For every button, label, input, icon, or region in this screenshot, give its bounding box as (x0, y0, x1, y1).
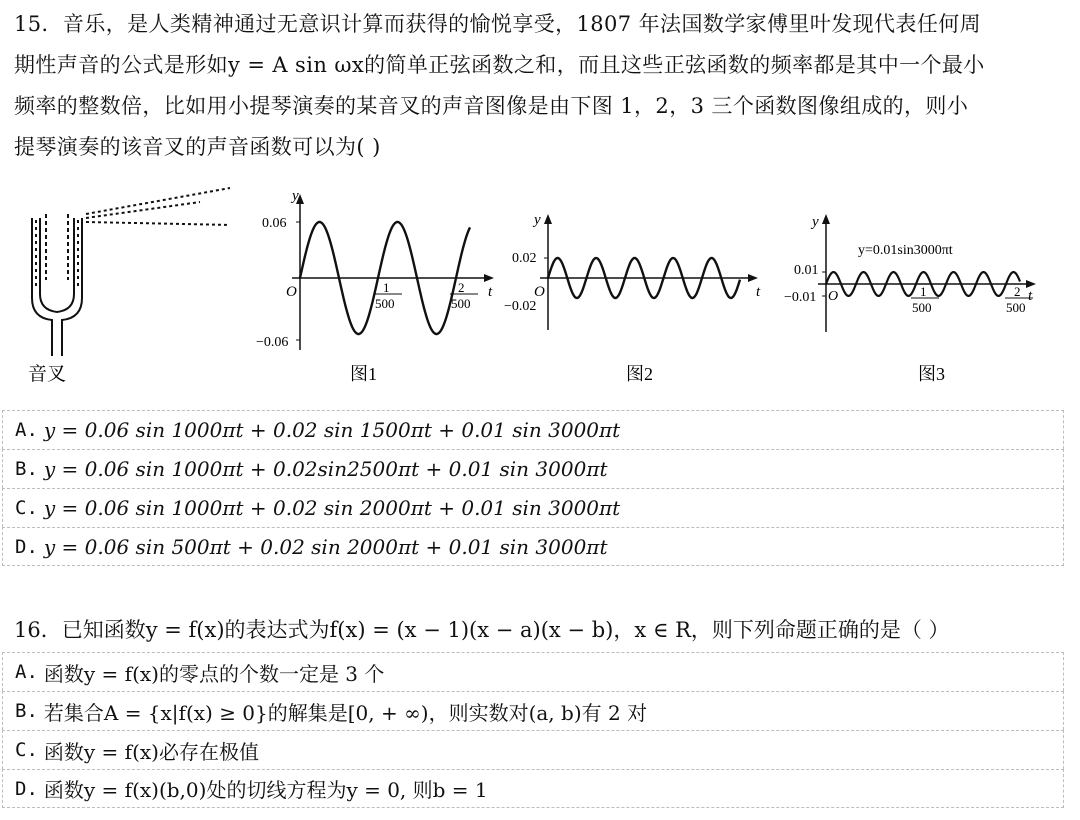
option-letter: C. (15, 497, 38, 519)
fig3-t-label: t (1028, 288, 1033, 304)
fig3-y-bottom: −0.01 (784, 290, 817, 305)
fig2-caption: 图2 (626, 364, 653, 384)
option-text: y = 0.06 sin 1000πt + 0.02sin2500πt + 0.01 sin 3000πt (43, 457, 608, 481)
option-text: 函数y = f(x)必存在极值 (43, 739, 259, 764)
fig1-tick2-den: 500 (451, 296, 471, 311)
fig3-origin: O (828, 289, 839, 304)
question-15-options (2, 410, 1064, 566)
q16-option-c[interactable] (2, 730, 1064, 769)
q15-line-4: 提琴演奏的该音叉的声音函数可以为( ) (14, 135, 381, 159)
fig1-caption: 图1 (350, 364, 377, 384)
figure-1-graph (256, 188, 494, 384)
figure-2-graph (504, 212, 761, 384)
fig1-tick2-num: 2 (458, 280, 465, 295)
question-16-stem: 16．已知函数y = f(x)的表达式为f(x) = (x − 1)(x − a)(x − b)，x ∈ R，则下列命题正确的是（ ） (14, 618, 950, 642)
fig3-formula: y=0.01sin3000πt (858, 243, 953, 258)
option-text: 函数y = f(x)(b,0)处的切线方程为y = 0, 则b = 1 (43, 778, 488, 802)
q16-option-b[interactable] (2, 691, 1064, 730)
fig2-origin: O (534, 284, 545, 300)
fig1-tick1-den: 500 (375, 296, 395, 311)
fig2-y-top: 0.02 (512, 251, 537, 266)
q15-line-2: 期性声音的公式是形如y = A sin ωx的简单正弦函数之和，而且这些正弦函数的频率都是其中一个最小 (14, 53, 985, 77)
q15-line-3: 频率的整数倍，比如用小提琴演奏的某音叉的声音图像是由下图 1，2，3 三个函数图像组成的，则小 (14, 94, 969, 118)
option-letter: B. (15, 458, 38, 480)
fig1-y-bottom: −0.06 (256, 335, 289, 350)
fig2-y-bottom: −0.02 (504, 299, 537, 314)
question-15-stem (14, 4, 1064, 168)
fig3-tick2-den: 500 (1006, 300, 1026, 315)
fig1-t-label: t (488, 284, 493, 300)
fig1-tick1-num: 1 (383, 280, 390, 295)
fig1-y-top: 0.06 (262, 216, 287, 231)
fig3-caption: 图3 (918, 364, 945, 384)
option-letter: B. (15, 700, 38, 722)
option-text: 若集合A = {x|f(x) ≥ 0}的解集是[0, + ∞)，则实数对(a, b)有 2 对 (43, 700, 648, 725)
option-text: 函数y = f(x)的零点的个数一定是 3 个 (43, 661, 385, 686)
question-16-options (2, 652, 1064, 808)
fig3-tick2-num: 2 (1014, 284, 1021, 299)
q15-option-b[interactable] (2, 449, 1064, 488)
fig1-origin: O (286, 284, 297, 300)
fig1-y-label: y (292, 188, 299, 204)
q16-option-a[interactable] (2, 652, 1064, 691)
q15-option-d[interactable] (2, 527, 1064, 566)
option-letter: A. (15, 661, 38, 683)
option-text: y = 0.06 sin 1000πt + 0.02 sin 2000πt + 0.01 sin 3000πt (43, 496, 621, 520)
fig3-tick1-den: 500 (912, 300, 932, 315)
option-letter: D. (15, 777, 38, 800)
fig2-y-label: y (534, 212, 541, 228)
option-letter: C. (15, 739, 38, 761)
fig3-y-top: 0.01 (794, 263, 819, 278)
figure-3-graph (784, 214, 1036, 384)
fig2-t-label: t (756, 284, 761, 300)
q16-option-d[interactable] (2, 769, 1064, 808)
q15-option-c[interactable] (2, 488, 1064, 527)
fig3-tick1-num: 1 (920, 284, 927, 299)
fig3-y-label: y (812, 214, 819, 230)
option-text: y = 0.06 sin 1000πt + 0.02 sin 1500πt + 0.01 sin 3000πt (43, 418, 621, 442)
question-15-figures (0, 180, 1080, 400)
q15-option-a[interactable] (2, 410, 1064, 449)
q15-line-1: 15．音乐，是人类精神通过无意识计算而获得的愉悦享受，1807 年法国数学家傅里叶发现代表任何周 (14, 12, 982, 36)
tuning-fork-caption: 音叉 (28, 364, 67, 385)
option-letter: D. (15, 535, 38, 558)
option-letter: A. (15, 419, 38, 441)
option-text: y = 0.06 sin 500πt + 0.02 sin 2000πt + 0.01 sin 3000πt (43, 534, 608, 559)
tuning-fork-illustration (32, 188, 230, 356)
